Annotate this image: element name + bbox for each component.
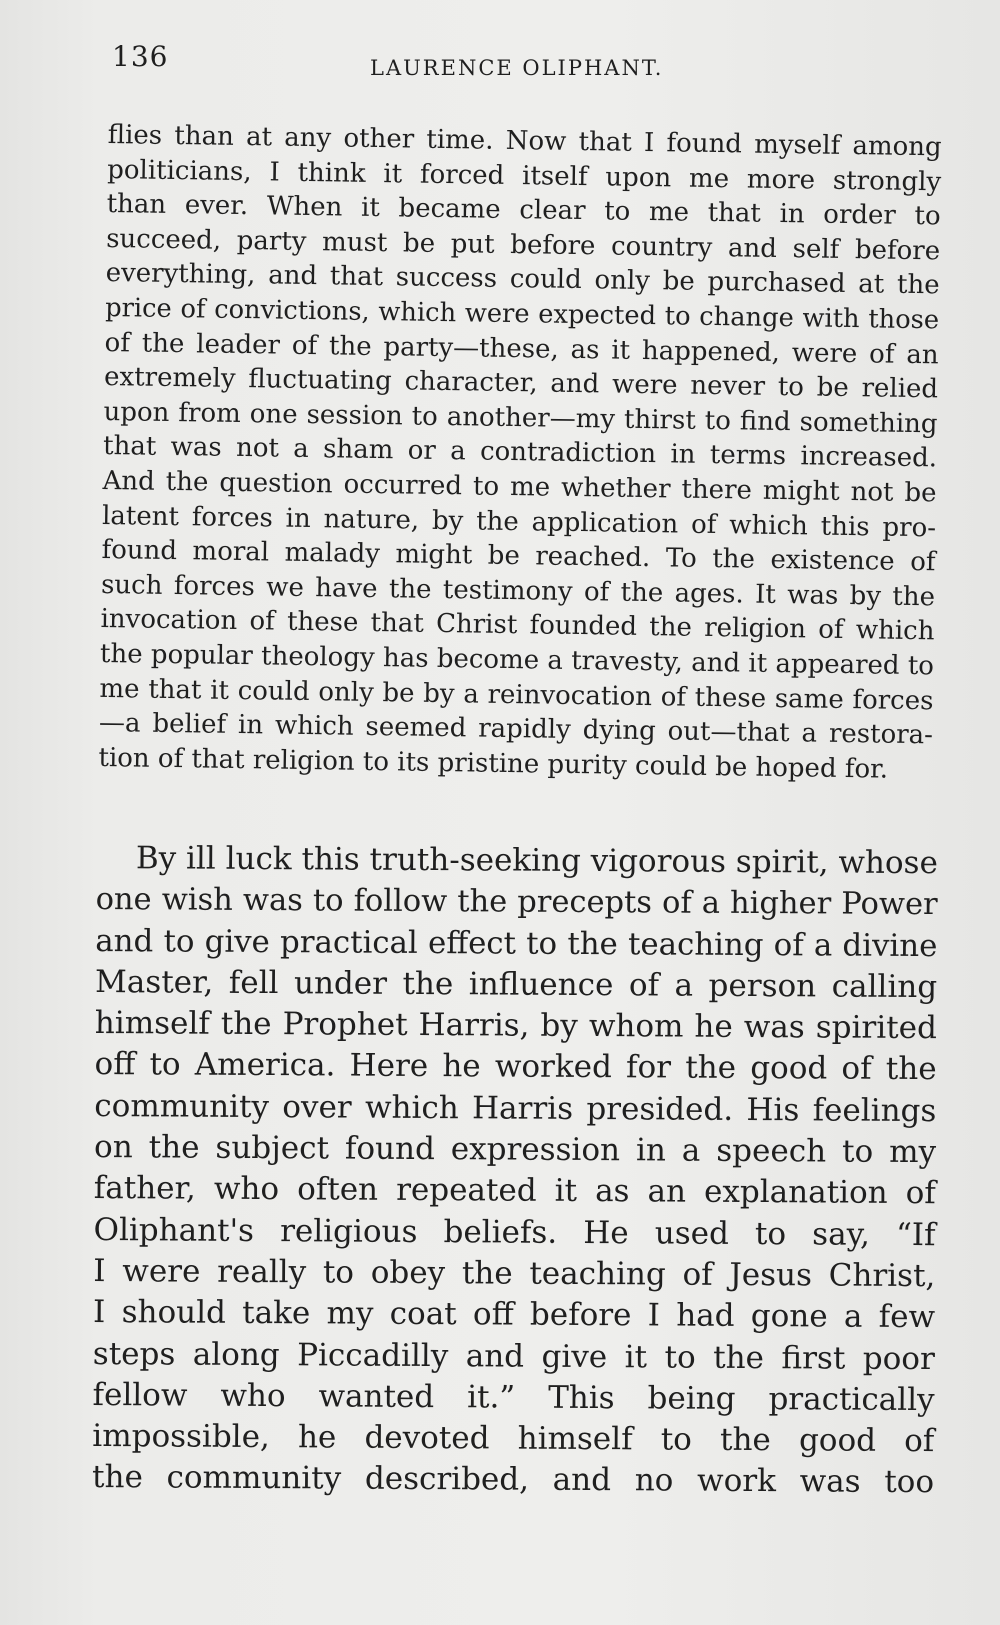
text-line: —a belief in which seemed rapidly dying out—that a restora- <box>98 708 934 751</box>
text-line: I should take my coat off before I had gone a few <box>92 1294 936 1336</box>
text-line: the community described, and no work was too <box>91 1459 935 1501</box>
text-line: price of convictions, which were expected to change with those <box>104 292 940 336</box>
text-line: upon from one session to another—my thirst to find something <box>103 396 938 440</box>
text-line: community over which Harris presided. His feelings <box>94 1087 937 1129</box>
block-quote-paragraph <box>98 118 942 788</box>
text-line: And the question occurred to me whether there might not be <box>102 465 937 509</box>
text-line: extremely fluctuating character, and were never to be relied <box>103 362 939 405</box>
text-line: such forces we have the testimony of the ages. It was by the <box>100 569 936 613</box>
text-line: of the leader of the party—these, as it happened, were of an <box>104 327 939 370</box>
text-line: fellow who wanted it.” This being practically <box>92 1376 935 1418</box>
running-head: LAURENCE OLIPHANT. <box>370 56 664 80</box>
text-line: off to America. Here he worked for the good of the <box>94 1046 937 1088</box>
text-line: found moral malady might be reached. To the existence of <box>101 535 936 578</box>
text-line: flies than at any other time. Now that I found myself among <box>107 119 942 163</box>
text-line: father, who often repeated it as an explanation of <box>93 1170 936 1212</box>
text-line: and to give practical effect to the teaching of a divine <box>95 922 938 964</box>
text-line: everything, and that success could only be purchased at the <box>105 258 940 301</box>
text-line: himself the Prophet Harris, by whom he was spirited <box>94 1005 937 1047</box>
text-line: impossible, he devoted himself to the good of <box>92 1418 935 1460</box>
body-paragraph <box>92 838 938 1504</box>
text-line: steps along Piccadilly and give it to the first poor <box>92 1335 935 1377</box>
text-line: Master, fell under the influence of a person calling <box>95 963 938 1006</box>
text-line: politicians, I think it forced itself upon me more strongly <box>107 154 942 197</box>
page-number: 136 <box>112 40 169 73</box>
text-line: invocation of these that Christ founded the religion of which <box>100 604 935 647</box>
text-line: the popular theology has become a travesty, and it appeared to <box>99 638 935 682</box>
page-header <box>112 40 952 90</box>
text-line: tion of that religion to its pristine purity could be hoped for. <box>98 742 889 785</box>
text-line: succeed, party must be put before country and self before <box>105 223 941 267</box>
text-line: on the subject found expression in a speech to my <box>94 1129 937 1171</box>
text-line: one wish was to follow the precepts of a higher Power <box>95 882 938 923</box>
text-line: By ill luck this truth-seeking vigorous spirit, whose <box>135 840 938 882</box>
text-line: that was not a sham or a contradiction in terms increased. <box>102 431 938 474</box>
text-line: latent forces in nature, by the application of which this pro- <box>101 500 937 543</box>
text-line: than ever. When it became clear to me that in order to <box>106 189 941 232</box>
text-line: Oliphant's religious beliefs. He used to say, “If <box>93 1211 936 1253</box>
text-line: I were really to obey the teaching of Jesus Christ, <box>93 1252 936 1295</box>
text-line: me that it could only be by a reinvocation of these same forces <box>99 673 934 716</box>
